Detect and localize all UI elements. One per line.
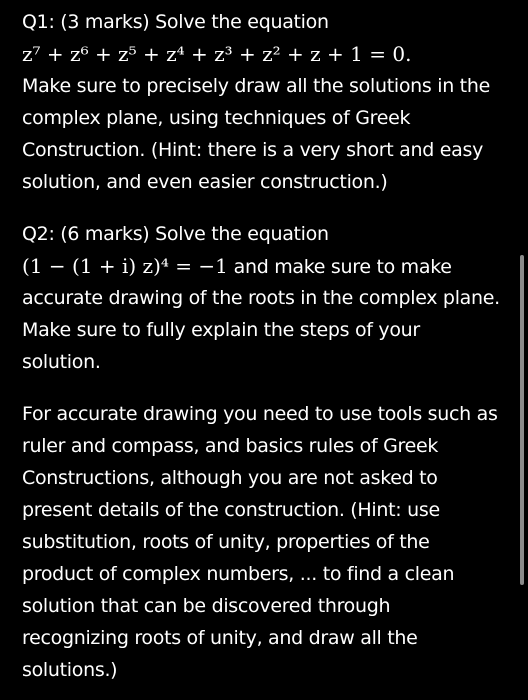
note-line: substitution, roots of unity, properties of the: [22, 531, 430, 553]
note-line: ruler and compass, and basics rules of Greek: [22, 435, 439, 457]
q1-heading: Q1: (3 marks) Solve the equation: [22, 11, 329, 33]
q1-text-line: solution, and even easier construction.): [22, 171, 388, 193]
q2-equation: (1 − (1 + i) z)⁴ = −1: [22, 254, 228, 278]
q2-equation-tail: and make sure to make: [227, 256, 452, 278]
q1-text-line: Make sure to precisely draw all the solutions in the: [22, 75, 490, 97]
q2-equation-line: [22, 250, 502, 282]
q2-text-line: Make sure to fully explain the steps of your: [22, 319, 420, 341]
paragraph-gap: [22, 198, 502, 218]
note-line: present details of the construction. (Hint: use: [22, 499, 440, 521]
q2-heading: Q2: (6 marks) Solve the equation: [22, 223, 329, 245]
q2-text-line: solution.: [22, 351, 101, 373]
q2-text-line: accurate drawing of the roots in the complex plane.: [22, 287, 500, 309]
q1-text-line: complex plane, using techniques of Greek: [22, 107, 411, 129]
note-line: solutions.): [22, 659, 118, 681]
q1-equation: z⁷ + z⁶ + z⁵ + z⁴ + z³ + z² + z + 1 = 0.: [22, 42, 412, 66]
q1-text-line: Construction. (Hint: there is a very short and easy: [22, 139, 484, 161]
note-line: solution that can be discovered through: [22, 595, 391, 617]
note-line: product of complex numbers, ... to find a clean: [22, 563, 455, 585]
paragraph-gap: [22, 378, 502, 398]
note-line: For accurate drawing you need to use tools such as: [22, 403, 498, 425]
note-line: Constructions, although you are not asked to: [22, 467, 438, 489]
vertical-scrollbar[interactable]: [520, 255, 524, 585]
question-document: [22, 6, 502, 686]
note-line: recognizing roots of unity, and draw all the: [22, 627, 418, 649]
